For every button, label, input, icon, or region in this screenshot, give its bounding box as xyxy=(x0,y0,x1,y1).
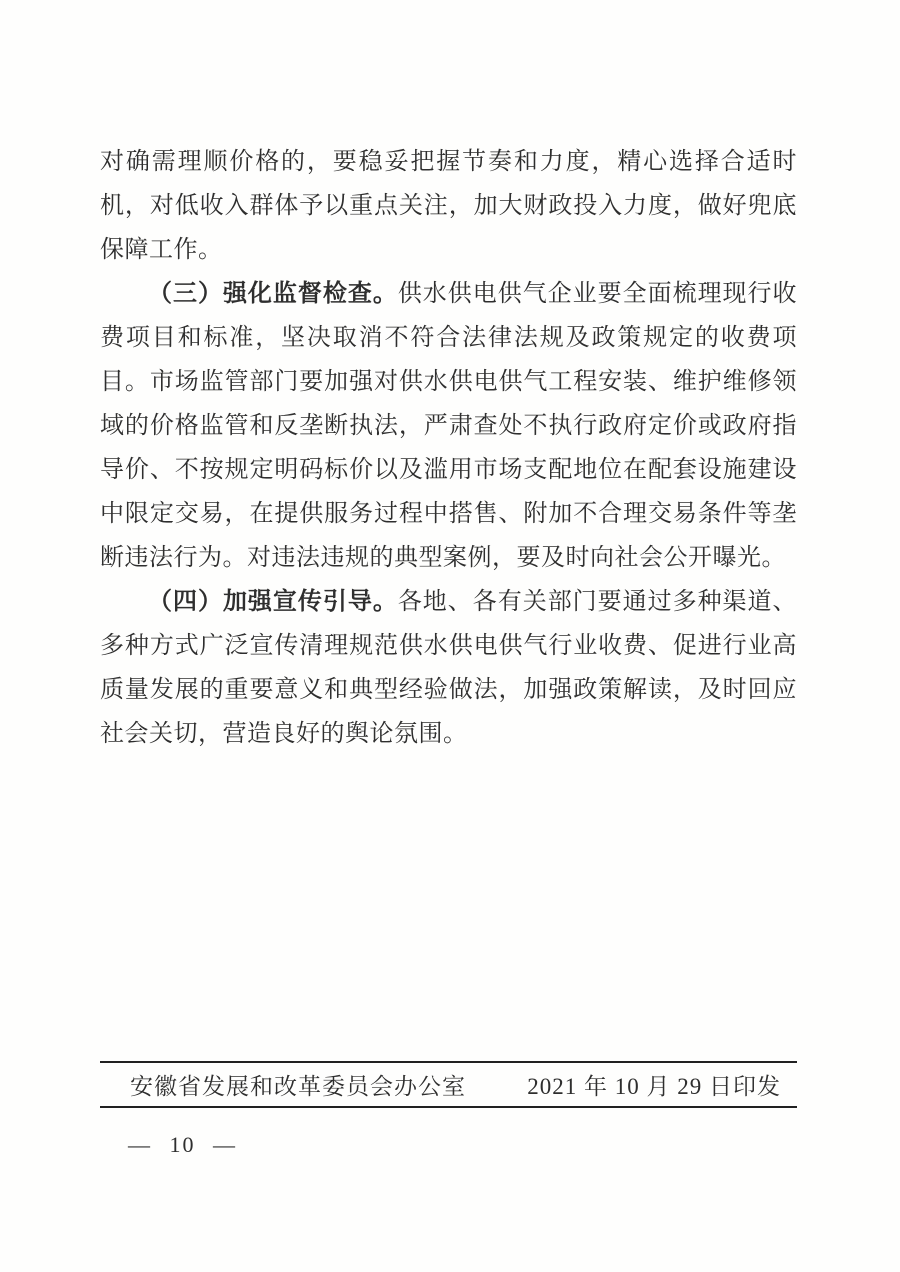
document-body xyxy=(100,140,797,756)
paragraph-section-4 xyxy=(100,580,797,756)
section-4-heading: （四）加强宣传引导。 xyxy=(148,589,398,615)
paragraph-text: 各地、各有关部门要通过多种渠道、多种方式广泛宣传清理规范供水供电供气行业收费、促进行业高质量发展的重要意义和典型经验做法，加强政策解读，及时回应社会关切，营造良好的舆论氛围。 xyxy=(100,589,798,747)
paragraph-text: 对确需理顺价格的，要稳妥把握节奏和力度，精心选择合适时机，对低收入群体予以重点关注，加大财政投入力度，做好兜底保障工作。 xyxy=(100,149,797,263)
section-3-heading: （三）强化监督检查。 xyxy=(148,281,398,307)
issuing-office: 安徽省发展和改革委员会办公室 xyxy=(130,1074,466,1099)
paragraph-section-3 xyxy=(100,272,797,580)
page-number: — 10 — xyxy=(128,1132,237,1157)
print-date: 2021 年 10 月 29 日印发 xyxy=(527,1074,781,1099)
issuance-footer xyxy=(100,1061,797,1108)
paragraph-text: 供水供电供气企业要全面梳理现行收费项目和标准，坚决取消不符合法律法规及政策规定的收费项目。市场监管部门要加强对供水供电供气工程安装、维护维修领域的价格监管和反垄断执法，严肃查处不执行政府定价或政府指导价、不按规定明码标价以及滥用市场支配地位在配套设施建设中限定交易，在提供服务过程中搭售、附加不合理交易条件等垄断违法行为。对违法违规的典型案例，要及时向社会公开曝光。 xyxy=(100,281,798,571)
paragraph-continuation xyxy=(100,140,797,272)
